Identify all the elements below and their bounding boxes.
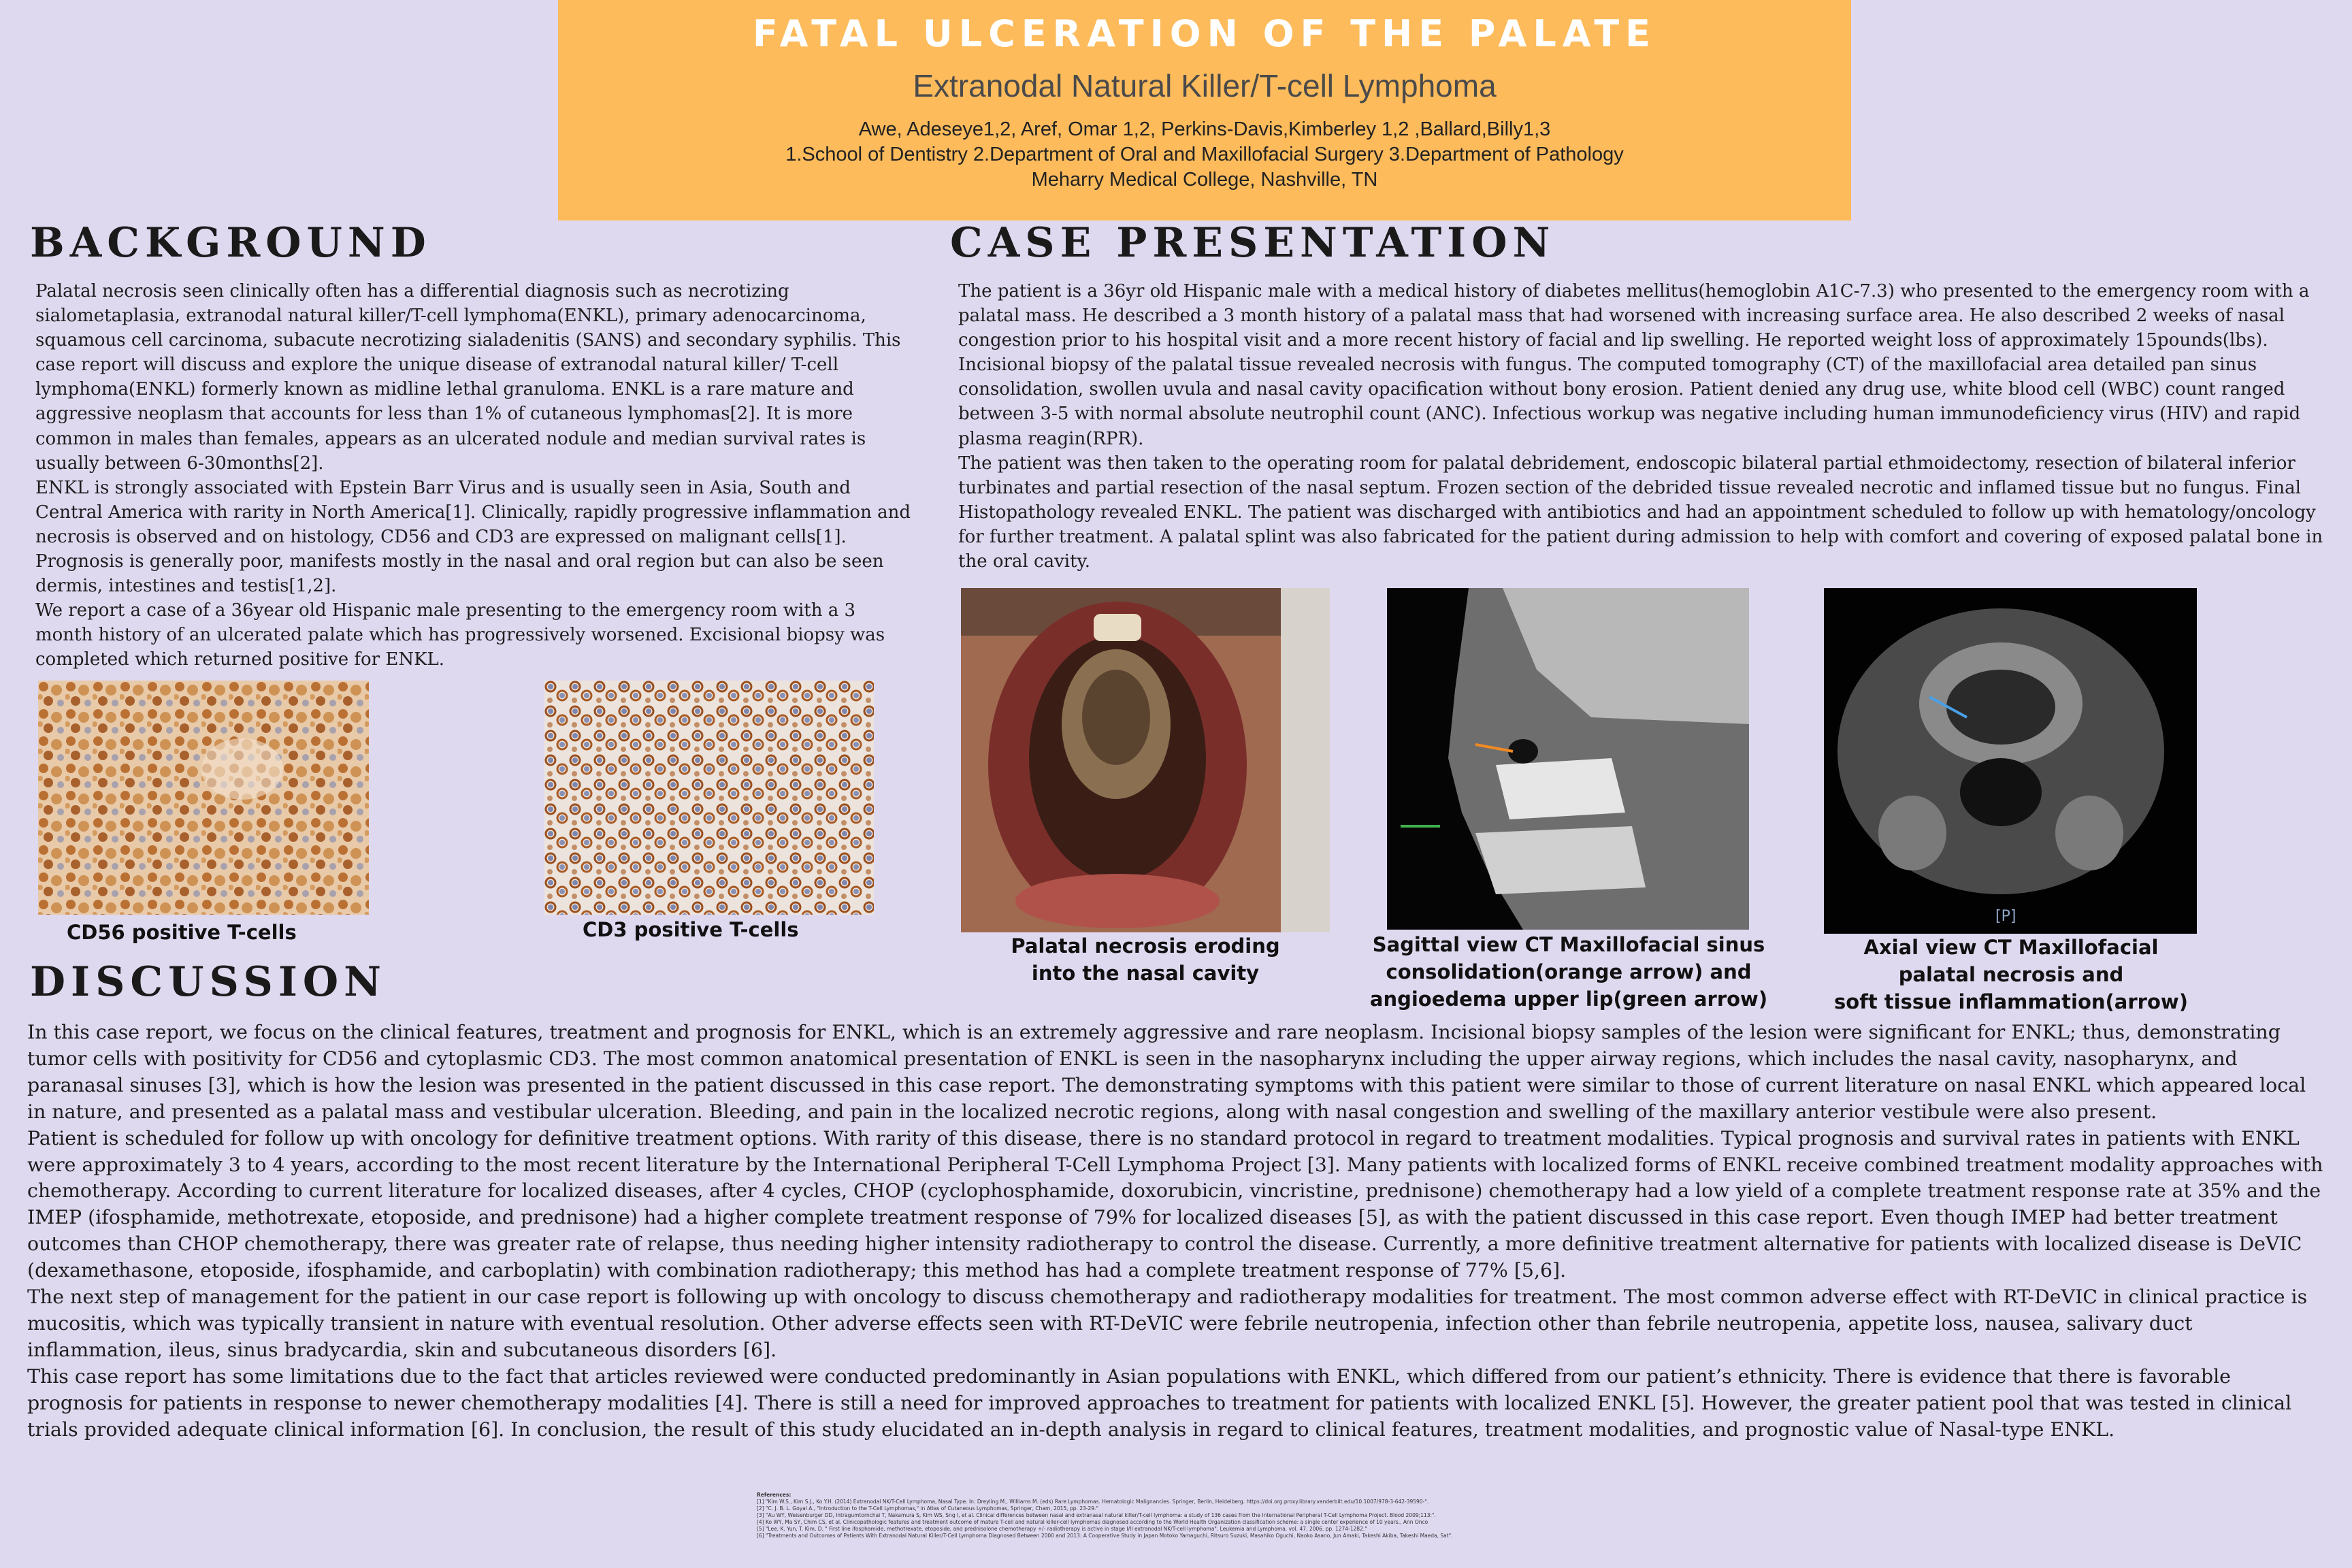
fig-b-caption-line: angioedema upper lip(green arrow) [1369,987,1768,1011]
fig-b-caption-line: Sagittal view CT Maxillofacial sinus [1372,933,1765,956]
fig-c-caption-line: palatal necrosis and [1898,963,2124,986]
references [757,1492,1453,1539]
discussion-heading: DISCUSSION [30,958,387,1006]
cd3-histology-image [544,681,874,915]
case-text [958,279,2326,574]
palatal-necrosis-photo [961,588,1330,932]
discussion-paragraph: The next step of management for the patient in our case report is following up with oncology to discuss chemotherapy and radiotherapy modalities for treatment. The most common adverse effect with RT-DeVIC in clinical practice is mucositis, which was typically transient in nature with eventual resolution. Other adverse effects seen with RT-DeVIC were febrile neutropenia, infection other than febrile neutropenia, appetite loss, nausea, salivary duct inflammation, ileus, sinus bradycardia, skin and subcutaneous disorders [6]. [27,1286,2308,1361]
affiliations: 1.School of Dentistry 2.Department of Oral and Maxillofacial Surgery 3.Department of Pathology [785,144,1624,165]
background-paragraph: ENKL is strongly associated with Epstein Barr Virus and is usually seen in Asia, South and Central America with rarity in North America[1]. Clinically, rapidly progressive inflammation and necrosis is observed and on histology, CD56 and CD3 are expressed on malignant cells[1]. Prognosis is generally poor, manifests mostly in the nasal and oral region but can also be seen dermis, intestines and testis[1,2]. [35,477,911,597]
fig-a-caption-line: Palatal necrosis eroding [1011,934,1280,958]
fig-a-caption [961,932,1330,987]
cd3-caption: CD3 positive T-cells [583,918,799,941]
cd56-caption: CD56 positive T-cells [67,921,297,944]
reference-item: [2] "C. J. B. L. Goyal A., "Introduction to the T-Cell Lymphomas," in Atlas of Cutaneous Lymphomas, Springer, Cham, 2015, pp. 23-29." [757,1505,1098,1512]
ct-posterior-marker: [P] [1995,908,2016,925]
reference-item: [4] Ko WY, Ma SY, Chim CS, et al. Clinicopathologic features and treatment outcome of mature T-cell and natural killer-cell lymphomas diagnosed according to the World Health Organization classification scheme: a single center experience of 10 years., Ann Onco [757,1519,1428,1525]
fig-b-caption-line: consolidation(orange arrow) and [1386,960,1752,983]
case-paragraph: The patient is a 36yr old Hispanic male with a medical history of diabetes mellitus(hemoglobin A1C-7.3) who presented to the emergency room with a palatal mass. He described a 3 month history of a palatal mass that had worsened with increasing surface area. He also described 2 weeks of nasal congestion prior to his hospital visit and a more recent history of facial and lip swelling. He reported weight loss of approximately 15pounds(lbs). Incisional biopsy of the palatal tissue revealed necrosis with fungus. The computed tomography (CT) of the maxillofacial area detailed pan sinus consolidation, swollen uvula and nasal cavity opacification without bony erosion. Patient denied any drug use, white blood cell (WBC) count ranged between 3-5 with normal absolute neutrophil count (ANC). Infectious workup was negative including human immunodeficiency virus (HIV) and rapid plasma reagin(RPR). [958,281,2310,449]
reference-item: [3] "Au WY, Weisenburger DD, Intragumtornchai T, Nakamura S, Kim WS, Sng I, et al. Clinical differences between nasal and extranasal natural killer/T-cell lymphoma: a study of 136 cases from the International Peripheral T-Cell Lymphoma Project. Blood 2009;113:". [757,1512,1436,1518]
fig-a-caption-line: into the nasal cavity [1031,962,1260,985]
discussion-paragraph: Patient is scheduled for follow up with oncology for definitive treatment options. With rarity of this disease, there is no standard protocol in regard to treatment modalities. Typical prognosis and survival rates in patients with ENKL were approximately 3 to 4 years, according to the most recent literature by the International Peripheral T-Cell Lymphoma Project [3]. Many patients with localized forms of ENKL receive combined treatment modality approaches with chemotherapy. According to current literature for localized diseases, after 4 cycles, CHOP (cyclophosphamide, doxorubicin, vincristine, prednisone) chemotherapy had a low yield of a complete treatment response rate at 35% and the IMEP (ifosphamide, methotrexate, etoposide, and prednisone) had a higher complete treatment response of 79% for localized diseases [5], as with the patient discussed in this case report. Even though IMEP had better treatment outcomes than CHOP chemotherapy, there was greater rate of relapse, thus needing higher intensity radiotherapy to control the disease. Currently, a more definitive treatment alternative for patients with localized disease is DeVIC (dexamethasone, etoposide, ifosphamide, and carboplatin) with combination radiotherapy; this method has had a complete treatment response of 77% [5,6]. [27,1126,2323,1282]
institution: Meharry Medical College, Nashville, TN [1031,169,1378,191]
discussion-paragraph: In this case report, we focus on the clinical features, treatment and prognosis for ENKL, which is an extremely aggressive and rare neoplasm. Incisional biopsy samples of the lesion were significant for ENKL; thus, demonstrating tumor cells with positivity for CD56 and cytoplasmic CD3. The most common anatomical presentation of ENKL is seen in the nasopharynx including the upper airway regions, which includes the nasal cavity, nasopharynx, and paranasal sinuses [3], which is how the lesion was presented in the patient discussed in this case report. The demonstrating symptoms with this patient were similar to those of current literature on nasal ENKL which appeared local in nature, and presented as a palatal mass and vestibular ulceration. Bleeding, and pain in the localized necrotic regions, along with nasal congestion and swelling of the maxillary anterior vestibule were also present. [27,1021,2306,1123]
fig-c-caption [1790,934,2232,1015]
reference-item: [6] "Treatments and Outcomes of Patients With Extranodal Natural Killer/T-Cell Lymphoma Diagnosed Between 2000 and 2013: A Cooperative Study in Japan Motoko Yamaguchi, Ritsuro Suzuki, Masahiko Oguchi, Naoko Asano, Jun Amaki, Takeshi Akiba, Takeshi Maeda, Sat". [757,1533,1453,1539]
fig-c-caption-line: soft tissue inflammation(arrow) [1834,990,2188,1013]
background-text [35,279,915,672]
case-presentation-heading: CASE PRESENTATION [950,219,1556,267]
fig-c-caption-line: Axial view CT Maxillofacial [1863,936,2159,959]
cd56-histology-image [38,681,369,915]
references-heading: References: [757,1492,791,1498]
poster-title: FATAL ULCERATION OF THE PALATE [752,12,1657,55]
reference-item: [1] "Kim W.S., Kim S.J., Ko Y.H. (2014) Extranodal NK/T-Cell Lymphoma, Nasal Type. In: Dreyling M., Williams M. (eds) Rare Lymphomas. Hematologic Malignancies. Springer, Berlin, Heidelberg. https://doi.org.proxy.library.vanderbilt.edu/10.1007/978-3-642-39590-". [757,1499,1429,1505]
fig-b-caption [1354,931,1783,1013]
authors: Awe, Adeseye1,2, Aref, Omar 1,2, Perkins-Davis,Kimberley 1,2 ,Ballard,Billy1,3 [858,118,1551,140]
sagittal-ct-image [1387,588,1749,930]
background-paragraph: We report a case of a 36year old Hispanic male presenting to the emergency room with a 3 month history of an ulcerated palate which has progressively worsened. Excisional biopsy was completed which returned positive for ENKL. [35,600,885,670]
background-paragraph: Palatal necrosis seen clinically often has a differential diagnosis such as necrotizing sialometaplasia, extranodal natural killer/T-cell lymphoma(ENKL), primary adenocarcinoma, squamous cell carcinoma, subacute necrotizing sialadenitis (SANS) and secondary syphilis. This case report will discuss and explore the unique disease of extranodal natural killer/ T-cell lymphoma(ENKL) formerly known as midline lethal granuloma. ENKL is a rare mature and aggressive neoplasm that accounts for less than 1% of cutaneous lymphomas[2]. It is more common in males than females, appears as an ulcerated nodule and median survival rates is usually between 6-30months[2]. [35,281,901,474]
header-banner [558,0,1851,220]
background-heading: BACKGROUND [30,219,431,267]
case-paragraph: The patient was then taken to the operating room for palatal debridement, endoscopic bilateral partial ethmoidectomy, resection of bilateral inferior turbinates and partial resection of the nasal septum. Frozen section of the debrided tissue revealed necrotic and inflamed tissue but no fungus. Final Histopathology revealed ENKL. The patient was discharged with antibiotics and had an appointment scheduled to follow up with hematology/oncology for further treatment. A palatal splint was also fabricated for the patient during admission to help with comfort and covering of exposed palatal bone in the oral cavity. [958,453,2323,572]
axial-ct-image [1824,588,2197,934]
discussion-paragraph: This case report has some limitations due to the fact that articles reviewed were conducted predominantly in Asian populations with ENKL, which differed from our patient’s ethnicity. There is evidence that there is favorable prognosis for patients in response to newer chemotherapy modalities [4]. There is still a need for improved approaches to treatment for patients with localized ENKL [5]. However, the greater patient pool that was tested in clinical trials provided adequate clinical information [6]. In conclusion, the result of this study elucidated an in-depth analysis in regard to clinical features, treatment modalities, and prognostic value of Nasal-type ENKL. [27,1365,2292,1441]
poster-subtitle: Extranodal Natural Killer/T-cell Lymphoma [913,68,1497,103]
discussion-text [27,1019,2328,1443]
reference-item: [5] "Lee, K. Yun, T. Kim, D. " First line ifosphamide, methotrexate, etoposide, and prednisolone chemotherapy +/- radiotherapy is active in stage I/II extranodal NK/T-cell lymphoma". Leukemia and Lymphoma. vol. 47. 2006. pp. 1274-1282." [757,1526,1367,1532]
